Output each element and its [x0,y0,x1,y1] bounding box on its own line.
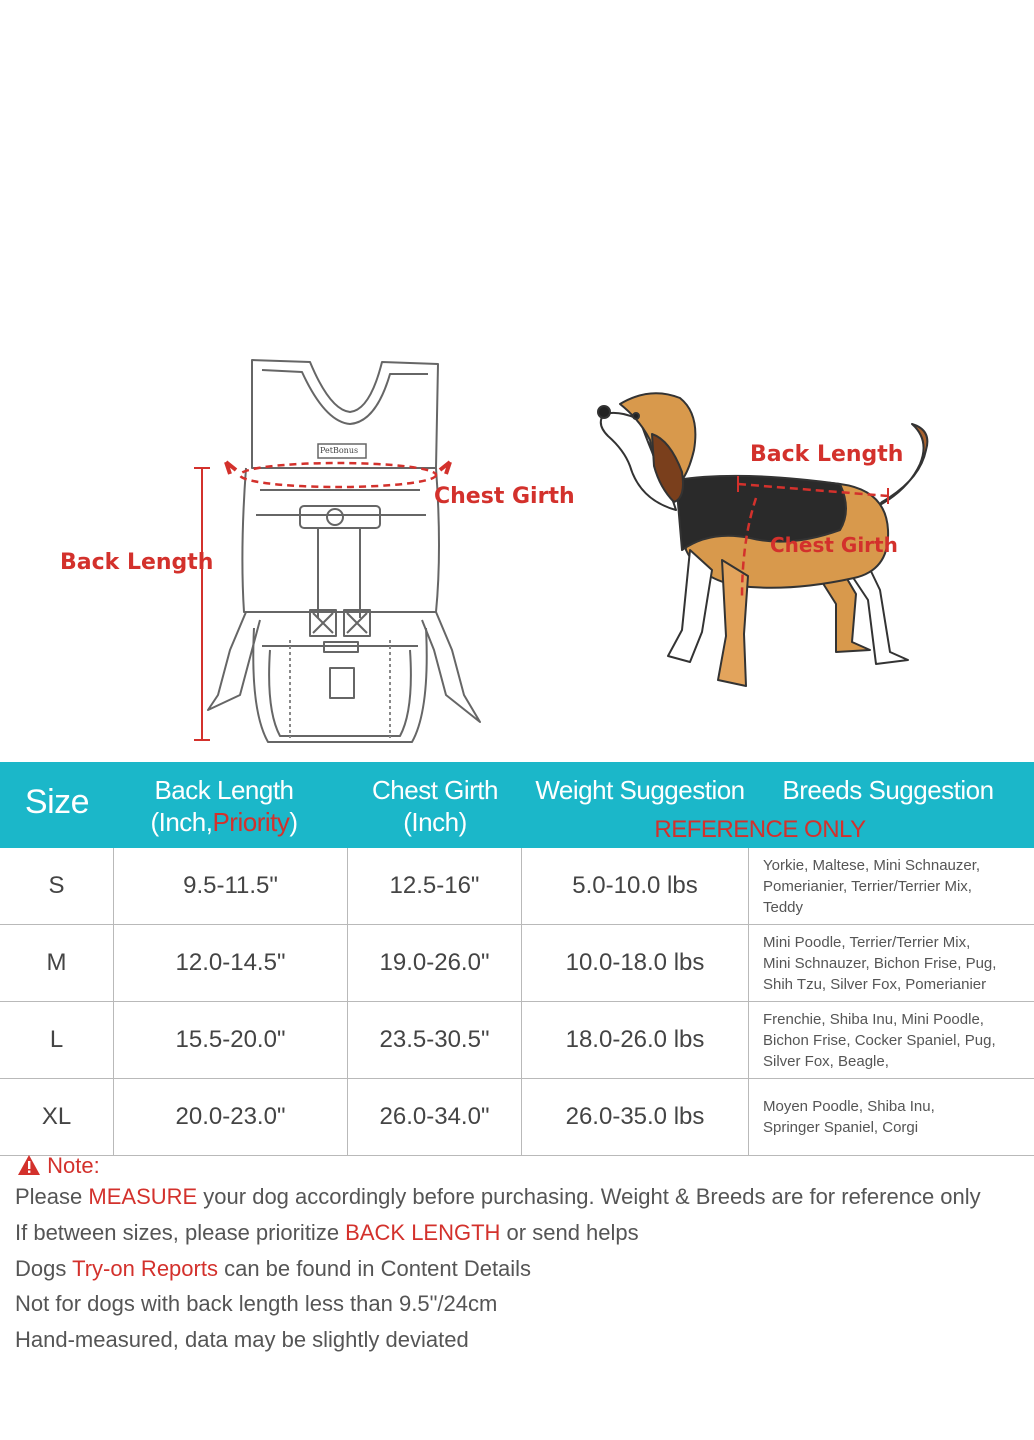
cell-size-value: M [46,949,67,976]
cell-back-value: 20.0-23.0" [175,1103,286,1130]
cell-back-value: 12.0-14.5" [175,949,286,976]
cell-back [114,1002,348,1078]
cell-weight-value: 5.0-10.0 lbs [572,872,698,899]
header-back-length-unit: (Inch,Priority) [150,807,298,837]
cell-weight-value: 18.0-26.0 lbs [565,1026,705,1053]
table-row [0,848,1034,925]
table-row [0,1079,1034,1156]
cell-back [114,925,348,1001]
note-line-5: Hand-measured, data may be slightly deviated [15,1327,469,1352]
cell-weight [522,1079,749,1155]
cell-breeds [749,925,1034,1001]
warning-icon [17,1154,41,1176]
header-back-length [114,774,334,838]
table-row [0,1002,1034,1079]
cell-size [0,1002,114,1078]
carrier-brand-label: PetBonus [320,446,359,455]
cell-size [0,1079,114,1155]
note-line-2: If between sizes, please prioritize BACK LENGTH or send helps [15,1220,639,1245]
note-line-4: Not for dogs with back length less than 9.5"/24cm [15,1291,498,1316]
header-back-length-title: Back Length [154,775,294,805]
breed-line: Teddy [763,898,804,916]
breed-line: Moyen Poodle, Shiba Inu, [763,1098,935,1115]
cell-back [114,1079,348,1155]
cell-size-value: L [49,1026,64,1053]
dog-chest-girth-label: Chest Girth [770,533,898,557]
cell-chest-value: 12.5-16" [389,872,480,899]
priority-highlight: Priority [212,807,290,837]
cell-weight-value: 26.0-35.0 lbs [565,1103,705,1130]
header-chest-girth-title: Chest Girth [372,775,498,805]
breeds-list [763,1096,935,1138]
reference-only-label: REFERENCE ONLY [654,816,866,843]
breed-line: Frenchie, Shiba Inu, Mini Poodle, [763,1010,984,1028]
breed-line: Yorkie, Maltese, Mini Schnauzer, [763,856,981,874]
breeds-list [763,932,996,995]
carrier-back-length-label: Back Length [60,550,214,575]
cell-chest [348,848,522,924]
header-size: Size [24,783,90,821]
back-length-highlight: BACK LENGTH [345,1220,501,1245]
cell-back [114,848,348,924]
try-on-reports-highlight: Try-on Reports [72,1256,218,1281]
cell-chest [348,1002,522,1078]
cell-weight [522,925,749,1001]
carrier-illustration [190,350,490,750]
cell-back-value: 9.5-11.5" [183,872,278,899]
table-row [0,925,1034,1002]
cell-size-value: XL [41,1103,72,1130]
cell-weight-value: 10.0-18.0 lbs [565,949,705,976]
breed-line: Mini Poodle, Terrier/Terrier Mix, [763,933,971,951]
cell-size [0,848,114,924]
header-breeds: Breeds Suggestion [782,775,994,805]
note-line-3: Dogs Try-on Reports can be found in Content Details [15,1256,532,1281]
cell-breeds [749,1002,1034,1078]
cell-breeds [749,1079,1034,1155]
breed-line: Silver Fox, Beagle, [763,1052,889,1070]
cell-size [0,925,114,1001]
cell-chest-value: 19.0-26.0" [379,949,490,976]
breed-line: Pomerianier, Terrier/Terrier Mix, [763,877,972,895]
cell-chest [348,925,522,1001]
carrier-chest-girth-label: Chest Girth [434,484,575,509]
breed-line: Mini Schnauzer, Bichon Frise, Pug, [763,954,997,972]
note-line-1: Please MEASURE your dog accordingly before purchasing. Weight & Breeds are for reference only [15,1184,981,1209]
cell-breeds [749,848,1034,924]
cell-size-value: S [48,872,65,899]
cell-back-value: 15.5-20.0" [175,1026,286,1053]
cell-chest-value: 26.0-34.0" [379,1103,490,1130]
breed-line: Bichon Frise, Cocker Spaniel, Pug, [763,1031,996,1049]
cell-chest-value: 23.5-30.5" [379,1026,490,1053]
breed-line: Shih Tzu, Silver Fox, Pomerianier [763,975,987,993]
backpack-carrier-drawing [190,350,490,750]
dog-back-length-label: Back Length [750,442,904,467]
note-title-text: Note: [47,1153,100,1178]
table-header [0,762,1034,848]
cell-weight [522,848,749,924]
cell-weight [522,1002,749,1078]
measure-highlight: MEASURE [88,1184,198,1209]
note-title [17,1153,100,1179]
header-weight: Weight Suggestion [535,775,745,805]
breed-line: Springer Spaniel, Corgi [763,1119,919,1136]
header-chest-girth [348,774,522,838]
header-chest-girth-unit: (Inch) [403,807,467,837]
breeds-list [763,855,980,918]
cell-chest [348,1079,522,1155]
breeds-list [763,1009,996,1072]
